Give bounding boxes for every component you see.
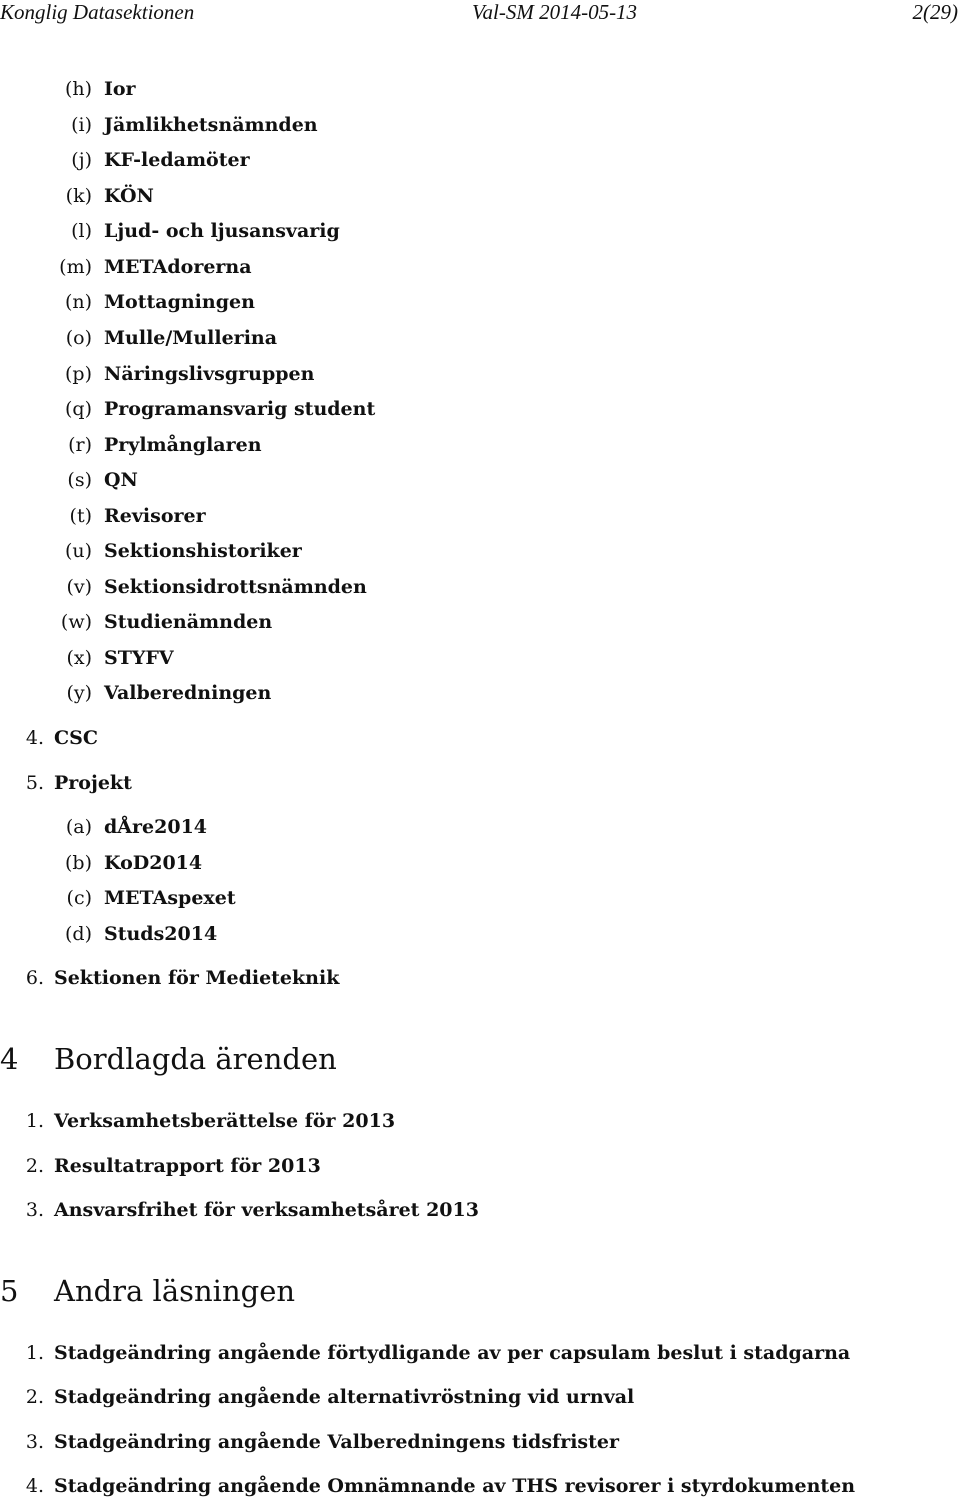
- header-page-number: 2(29): [912, 0, 958, 24]
- page-header: [0, 0, 960, 28]
- header-meeting: Val-SM 2014-05-13: [472, 0, 638, 24]
- header-org: Konglig Datasektionen: [0, 0, 195, 24]
